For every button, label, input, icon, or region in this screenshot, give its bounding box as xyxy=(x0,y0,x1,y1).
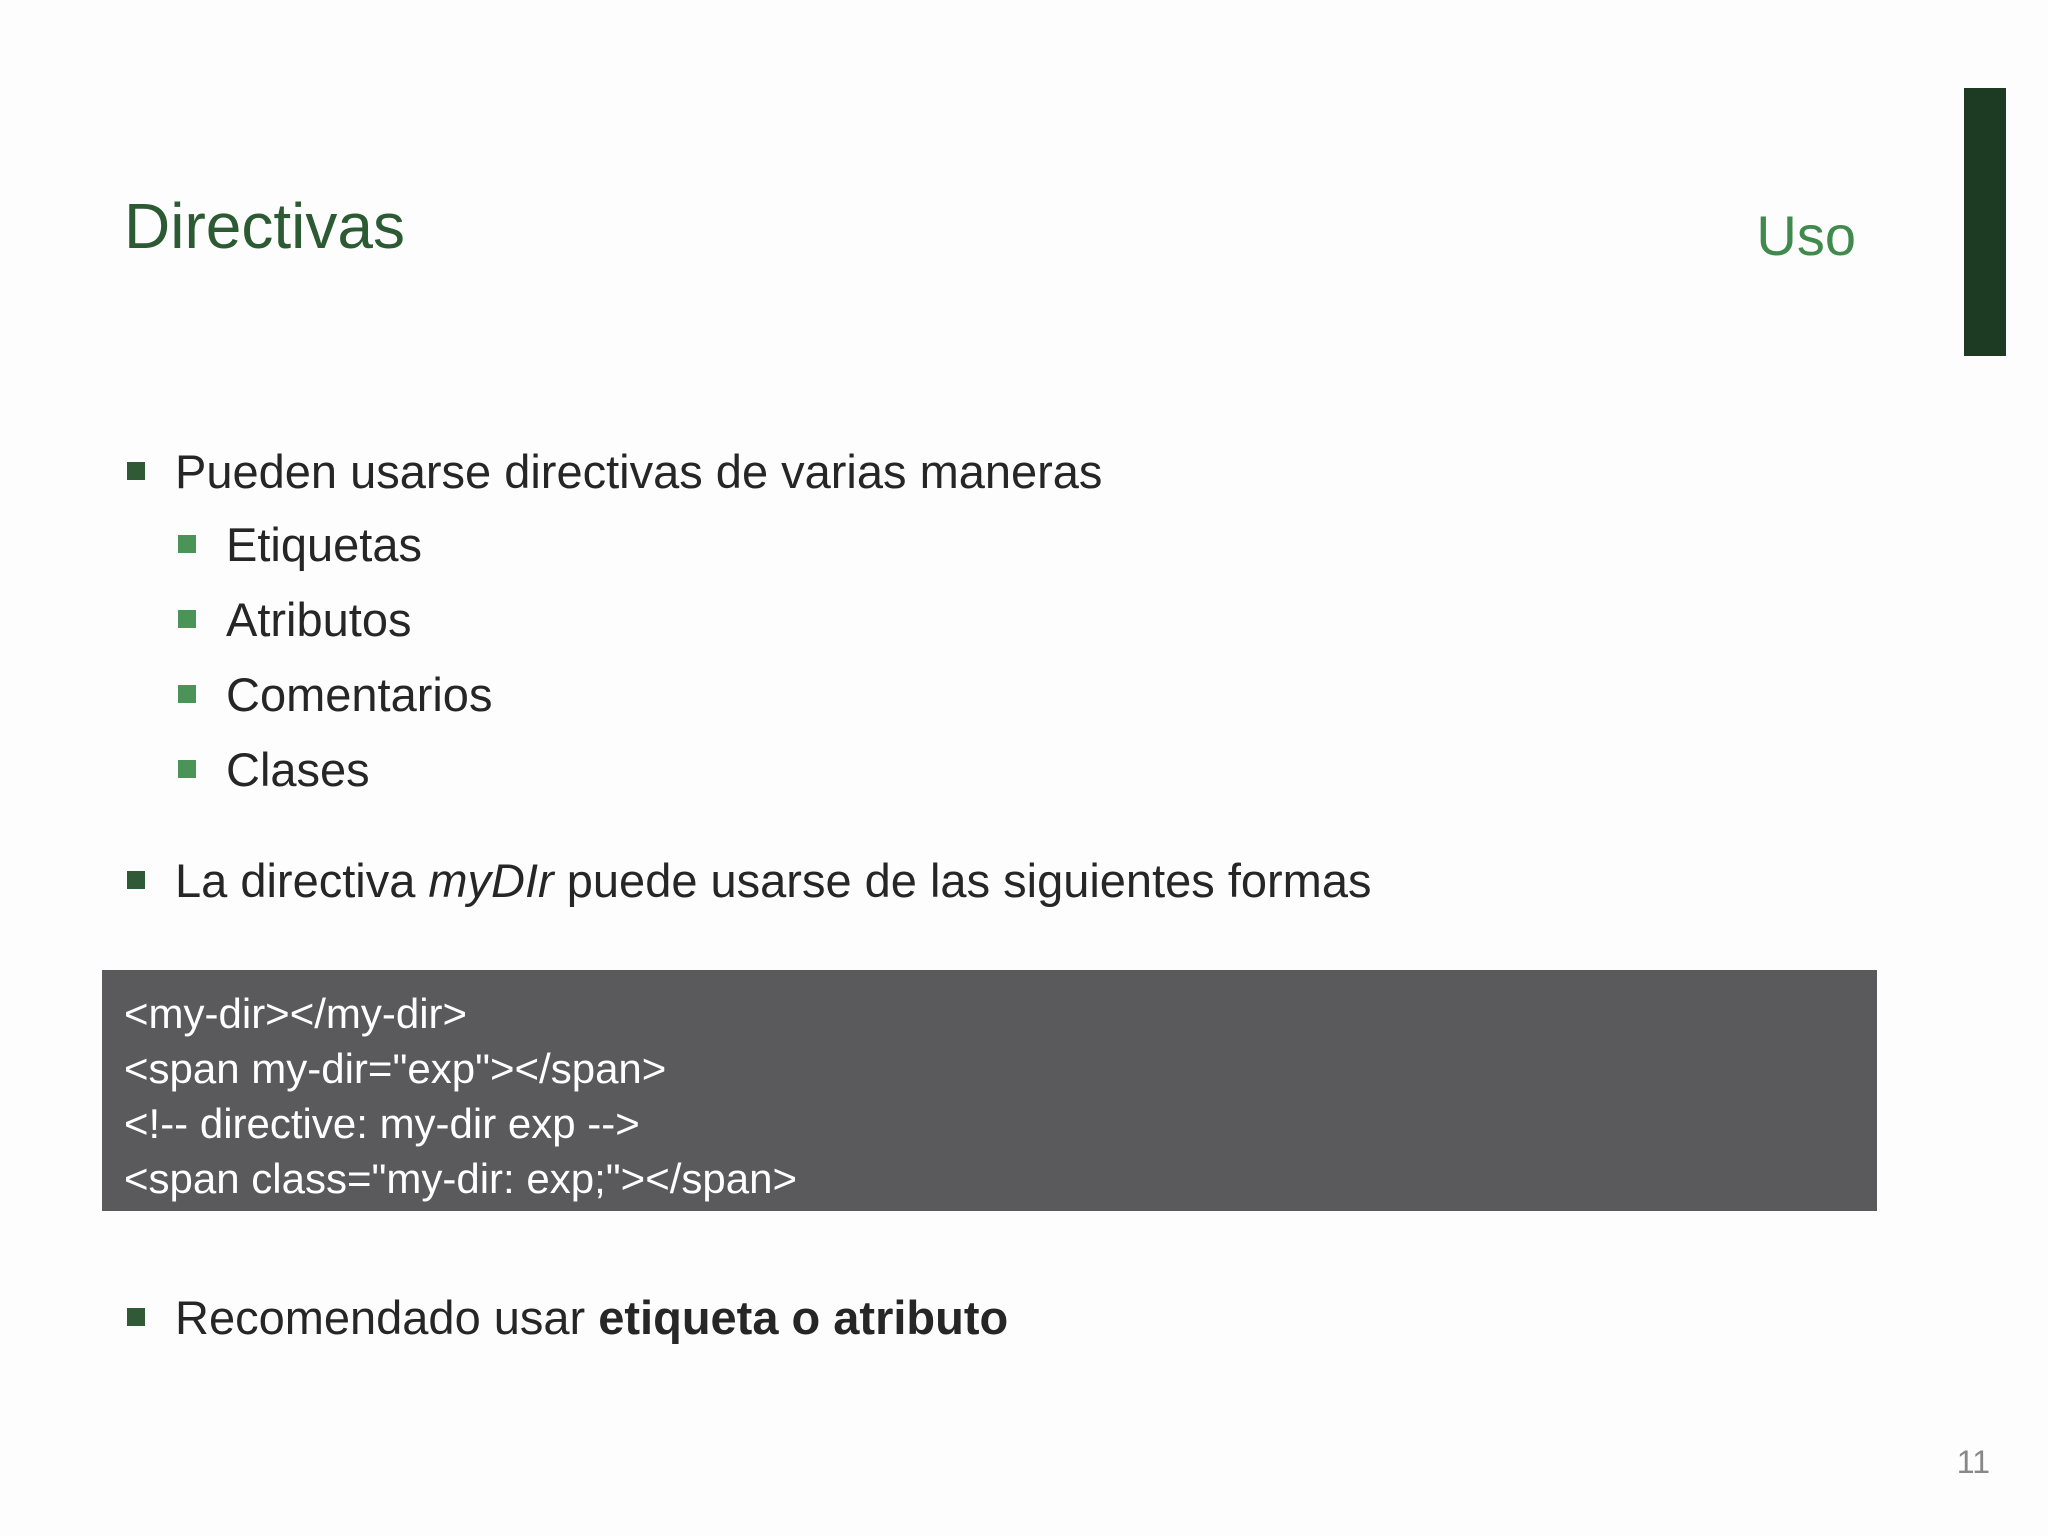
code-line: <!-- directive: my-dir exp --> xyxy=(124,1100,640,1147)
slide-subtitle: Uso xyxy=(1756,204,1856,267)
sub-bullet-text: Comentarios xyxy=(226,668,493,721)
sub-bullet-marker xyxy=(178,535,196,553)
sub-bullet-item xyxy=(226,516,422,574)
code-line: <span class="my-dir: exp;"></span> xyxy=(124,1155,798,1202)
accent-bar xyxy=(1964,88,2006,356)
sub-bullet-text: Clases xyxy=(226,743,370,796)
sub-bullet-marker xyxy=(178,685,196,703)
bullet-text-prefix: Recomendado usar xyxy=(175,1291,599,1344)
sub-bullet-text: Atributos xyxy=(226,593,412,646)
sub-bullet-marker xyxy=(178,610,196,628)
sub-bullet-marker xyxy=(178,760,196,778)
sub-bullet-item xyxy=(226,591,411,649)
slide-title: Directivas xyxy=(124,190,405,262)
sub-bullet-item xyxy=(226,666,492,724)
sub-bullet-item xyxy=(226,741,370,799)
bullet-text-prefix: La directiva xyxy=(175,854,429,907)
bullet-marker xyxy=(127,462,145,480)
bullet-item xyxy=(175,852,1371,910)
bullet-marker xyxy=(127,1308,145,1326)
bullet-text-emphasis: myDIr xyxy=(428,854,554,907)
bullet-text: Pueden usarse directivas de varias maneras xyxy=(175,445,1103,498)
sub-bullet-text: Etiquetas xyxy=(226,518,422,571)
bullet-text-suffix: puede usarse de las siguientes formas xyxy=(553,854,1372,907)
code-block xyxy=(102,970,1877,1211)
code-line: <span my-dir="exp"></span> xyxy=(124,1045,667,1092)
page-number: 11 xyxy=(1956,1444,1990,1480)
bullet-marker xyxy=(127,871,145,889)
bullet-item xyxy=(175,443,1102,501)
code-line: <my-dir></my-dir> xyxy=(124,990,468,1037)
bullet-item xyxy=(175,1289,1008,1347)
bullet-text-strong: etiqueta o atributo xyxy=(598,1291,1009,1344)
